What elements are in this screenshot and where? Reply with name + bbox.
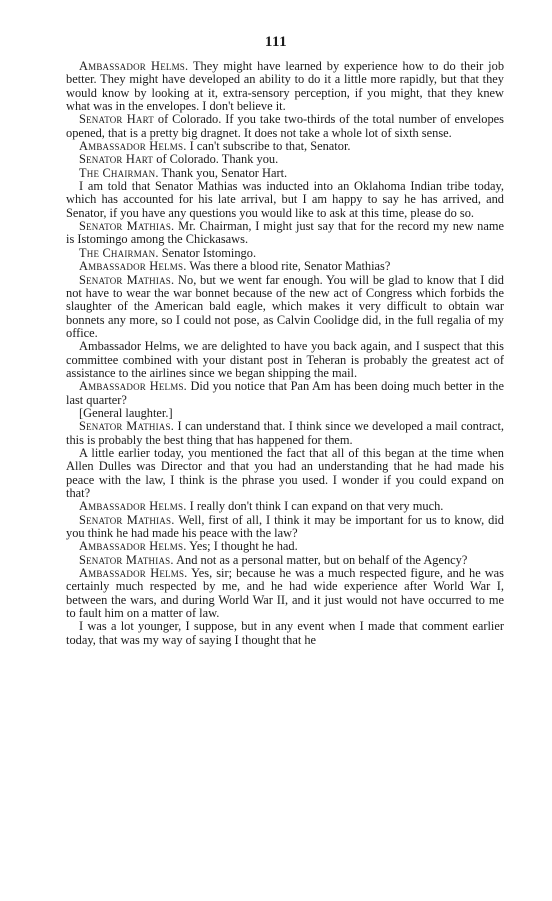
speaker-name: Senator Mathias. — [79, 512, 175, 527]
paragraph-text: Senator Istomingo. — [161, 245, 257, 260]
paragraph — [66, 60, 504, 113]
paragraph-text: Well, first of all, I think it may be important for us to know, did you think he had made his peace with the law? — [66, 512, 504, 541]
speaker-name: Senator Mathias. — [79, 219, 175, 234]
paragraph-text: Yes, sir; because he was a much respected figure, and he was certainly much respected by me, and he had wide experience after World War I, between the wars, and during World War II, and it just would not have occurred to me to fault him on a matter of law. — [66, 566, 505, 621]
hearing-transcript — [66, 60, 504, 647]
page-number: 111 — [264, 34, 288, 50]
speaker-name: The Chairman. — [79, 165, 159, 180]
paragraph — [66, 180, 504, 220]
speaker-name: The Chairman. — [79, 245, 159, 260]
stage-direction — [66, 407, 504, 420]
speaker-name: Senator Mathias. — [79, 419, 175, 434]
speaker-name: Ambassador Helms. — [79, 539, 187, 554]
speaker-name: Ambassador Helms. — [79, 379, 187, 394]
paragraph-text: Mr. Chairman, I might just say that for the record my new name is Istomingo among the Chickasaws. — [66, 219, 504, 247]
paragraph — [66, 113, 504, 140]
paragraph-text: of Colorado. Thank you. — [156, 152, 279, 167]
speaker-name: Ambassador Helms. — [79, 139, 187, 154]
paragraph — [66, 340, 504, 380]
paragraph — [66, 140, 504, 153]
speaker-name: Ambassador Helms. — [79, 59, 189, 73]
speaker-name: Senator Mathias. — [79, 272, 175, 287]
speaker-name: Senator Mathias. — [79, 552, 174, 567]
paragraph-text: No, but we went far enough. You will be glad to know that I did not have to wear the war bonnet because of the new act of Congress which forbids the slaughter of the American bald eagle, which makes it very difficult to obtain war bonnets any more, so I could not pose, as Calvin Coolidge did, in the full regalia of my office. — [66, 272, 504, 340]
paragraph — [66, 620, 504, 647]
paragraph — [66, 274, 504, 341]
paragraph — [66, 153, 504, 166]
paragraph-text: And not as a personal matter, but on behalf of the Agency? — [176, 552, 468, 567]
speaker-name: Senator Hart — [79, 112, 154, 127]
paragraph — [66, 514, 504, 541]
paragraph-text: A little earlier today, you mentioned the fact that all of this began at the time when Allen Dulles was Director and that you had an understanding that he had made his peace with the law, I think is the phrase you used. I wonder if you could expand on that? — [66, 445, 504, 500]
paragraph — [66, 167, 504, 180]
paragraph — [66, 500, 504, 513]
paragraph — [66, 380, 504, 407]
paragraph-text: Yes; I thought he had. — [189, 539, 298, 554]
speaker-name: Ambassador Helms. — [79, 259, 187, 274]
paragraph — [66, 540, 504, 553]
paragraph — [66, 247, 504, 260]
paragraph-text: I can understand that. I think since we developed a mail contract, this is probably the best thing that has happened for them. — [66, 419, 504, 447]
paragraph-text: I was a lot younger, I suppose, but in any event when I made that comment earlier today, that was my way of saying I thought that he — [66, 619, 504, 647]
paragraph-text: Ambassador Helms, we are delighted to have you back again, and I suspect that this committee combined with your distant post in Teheran is probably the greatest act of assistance to the airlines since we began shipping the mail. — [66, 339, 504, 380]
paragraph — [66, 447, 504, 500]
paragraph — [66, 420, 504, 447]
paragraph-text: of Colorado. If you take two-thirds of the total number of envelopes opened, that is a pretty big dragnet. It does not take a whole lot of sixth sense. — [66, 112, 505, 140]
paragraph — [66, 554, 504, 567]
paragraph-text: Thank you, Senator Hart. — [161, 165, 288, 180]
paragraph-text: I can't subscribe to that, Senator. — [189, 139, 351, 154]
paragraph-text: I am told that Senator Mathias was inducted into an Oklahoma Indian tribe today, which has accounted for his late arrival, but I am happy to say he has arrived, and Senator, if you have any questions you would like to ask at this time, please do so. — [66, 179, 504, 220]
paragraph-text: Did you notice that Pan Am has been doing much better in the last quarter? — [66, 379, 504, 407]
paragraph-text: Was there a blood rite, Senator Mathias? — [189, 259, 391, 274]
paragraph — [66, 260, 504, 273]
paragraph-text: I really don't think I can expand on that very much. — [189, 499, 444, 514]
speaker-name: Senator Hart — [79, 152, 154, 167]
paragraph-text: They might have learned by experience how to do their job better. They might have developed an ability to do it a little more rapidly, but that they would know by looking at it, extra-sensory perception, if you might, that they knew what was in the envelopes. I don't believe it. — [66, 59, 505, 114]
paragraph-text: [General laughter.] — [79, 405, 173, 420]
paragraph — [66, 220, 504, 247]
speaker-name: Ambassador Helms. — [79, 566, 188, 581]
paragraph — [66, 567, 504, 620]
speaker-name: Ambassador Helms. — [79, 499, 187, 514]
